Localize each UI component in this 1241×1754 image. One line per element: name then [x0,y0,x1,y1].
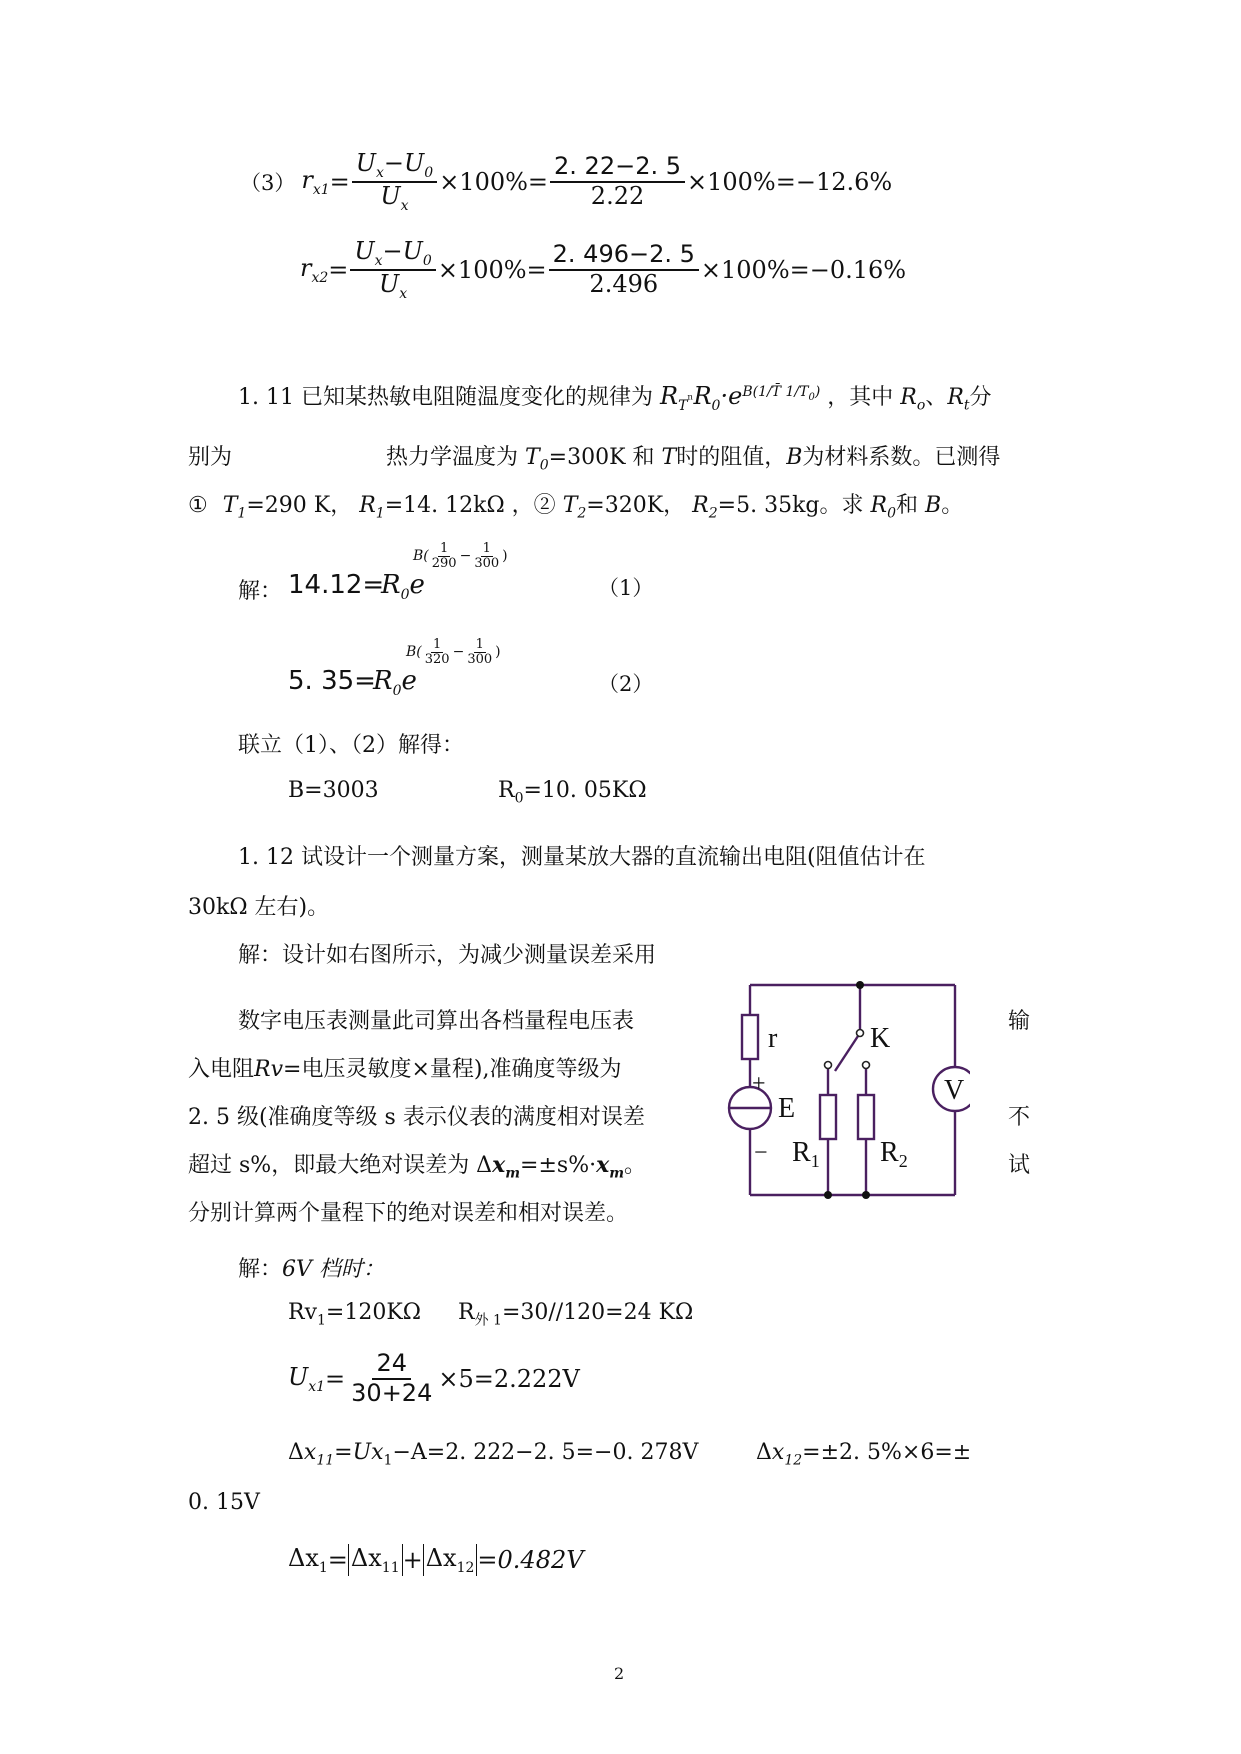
p112-line7-right: 试 [1008,1153,1031,1178]
resistor-r2 [858,1095,874,1139]
label-v: V [944,1075,965,1106]
label-e: E [778,1093,796,1124]
eq3-result1: ×100%=−12.6% [687,167,893,196]
p112-line3: 解：设计如右图所示，为减少测量误差采用 [238,943,657,968]
resistor-r1 [820,1095,836,1139]
sol112-dx12: $\Delta x_{12}=\pm 2$. 5%×6=± [756,1440,972,1469]
sol112-ux1: $U_{x1}$ = $\frac{24}{30+24}$ ×5=2.222V [288,1349,580,1407]
p112-line7: 超过 s%，即最大绝对误差为 $\Delta x_m=\pm s\%\cdot x_m$。 [188,1152,647,1182]
sol112-jie: 解：6V 档时： [238,1257,385,1282]
eq3-eq2: = [328,255,349,284]
eq3-line1 [240,150,892,214]
p111-line1: 1. 11 已知某热敏电阻随温度变化的规律为 $R_T^nR_0\cdot e^{B(1/T̄ 1/T_0)}$ ，其中 $R_o$、$R_t$分 [238,382,992,414]
label-r1: $R_1$ [792,1137,820,1171]
p112-line6: 2. 5 级(准确度等级 s 表示仪表的满度相对误差 [188,1105,645,1130]
sol112-dx11: $\Delta x_{11}=Ux_1-A=2$. 222−2. 5=−0. 278V [288,1440,699,1469]
sol112-rext: $R_{外 1}=30//120=24$ KΩ [458,1300,694,1329]
eq3-frac4: $\frac{2. 496-2. 5}{2.496}$ [549,241,699,298]
label-r: r [768,1023,778,1054]
switch-contact-1 [825,1062,832,1069]
eq3-label: （3） [240,170,296,195]
sol111-r0-result: $R_0=10$. 05KΩ [498,778,647,807]
eq3-lhs2: $r_{x2}$ [300,253,329,286]
node-bottom-1 [824,1191,832,1199]
eq3-eq1: = [329,167,350,196]
sol112-dx12-cont: 0. 15V [188,1490,260,1515]
eq3-frac3: $\frac{U_x-U_0}{U_x}$ [350,238,435,302]
p112-line5: 入电阻Rv=电压灵敏度×量程),准确度等级为 [188,1057,622,1082]
node-bottom-2 [862,1191,870,1199]
switch-contact-2 [863,1062,870,1069]
page-number: 2 [614,1664,625,1683]
eq3-times1: ×100%= [439,167,549,196]
sol111-b-result: B=3003 [288,778,379,803]
node-top [856,981,864,989]
eq3-frac2: $\frac{2. 22-2. 5}{2.22}$ [550,153,685,210]
label-r2: $R_2$ [880,1137,908,1171]
label-minus: − [754,1140,768,1166]
switch-k-blade [835,1033,860,1071]
sol112-dx1: $\Delta x_1$ = $\Delta x_{11}$ + $\Delta x_{12}$ =0.482V [288,1544,584,1576]
resistor-r [742,1015,758,1059]
p111-line2: 别为 热力学温度为 $T_0=300K$ 和 T时的阻值，B为材料系数。已测得 [188,445,1001,474]
p112-line4: 数字电压表测量此司算出各档量程电压表 [238,1009,635,1034]
label-plus: + [752,1071,766,1097]
eq3-result2: ×100%=−0.16% [700,255,907,284]
circuit-diagram [720,975,970,1215]
p111-line3: ① $T_1=290$ K， $R_1=14$. 12kΩ ，② $T_2=320K$， $R_2=5$. 35kg。求 $R_0$和 B。 [188,493,964,522]
eq3-times2: ×100%= [437,255,547,284]
sol111-joint: 联立（1）、（2）解得： [238,733,464,758]
p112-line6-right: 不 [1008,1105,1031,1130]
label-k: K [870,1023,891,1054]
p112-line4-right: 输 [1008,1009,1031,1034]
switch-pivot [857,1030,864,1037]
eq3-line2 [300,238,906,302]
p112-line1: 1. 12 试设计一个测量方案，测量某放大器的直流输出电阻(阻值估计在 [238,845,926,870]
p112-line8: 分别计算两个量程下的绝对误差和相对误差。 [188,1201,629,1226]
eq3-frac1: $\frac{U_x-U_0}{U_x}$ [352,150,437,214]
p112-line2: 30kΩ 左右)。 [188,895,330,920]
eq3-lhs1: $r_{x1}$ [301,165,330,198]
sol112-rv1: $Rv_1=120K\Omega$ [288,1300,422,1329]
